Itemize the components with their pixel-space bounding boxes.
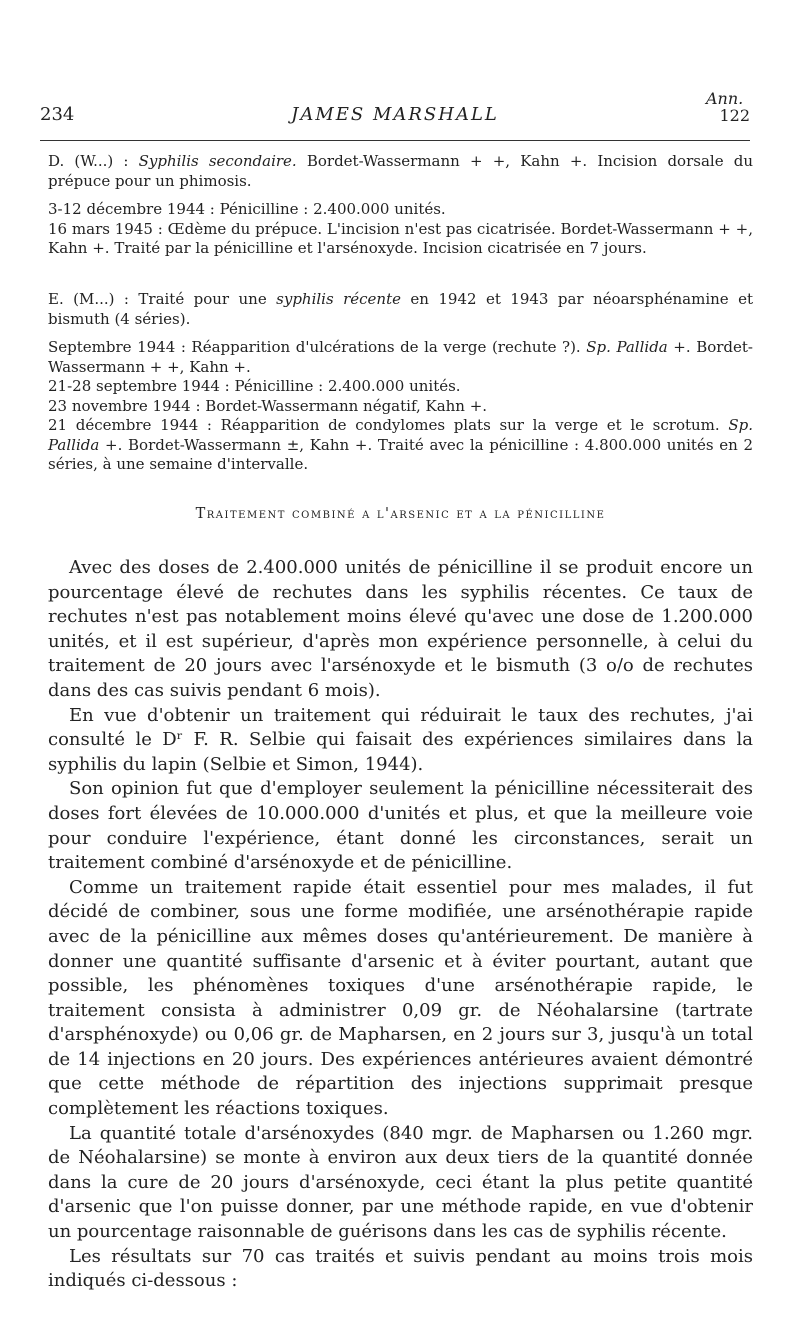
journal-abbreviation: Ann. [706,89,744,108]
paragraph: Avec des doses de 2.400.000 unités de pénicilline il se produit encore un pourcentage élevé de rechutes dans les syphilis récentes. Ce taux de rechutes n'est pas notablement moins élevé qu'avec une dose de 1.200.000 unités, et il est supérieur, d'après mon expérience personnelle, à celui du traitement de 20 jours avec l'arsénoxyde et le bismuth (3 o/o de rechutes dans des cas suivis pendant 6 mois). [48,557,753,701]
paragraph: Son opinion fut que d'employer seulement la pénicilline nécessiterait des doses fort élevées de 10.000.000 d'unités et plus, et que la meilleure voie pour conduire l'expérience, étant donné les circonstances, serait un traitement combiné d'arsénoxyde et de pénicilline. [48,778,753,874]
running-title: JAMES MARSHALL [291,104,499,125]
case-record-e [48,290,753,475]
case-line: Septembre 1944 : Réapparition d'ulcérations de la verge (rechute ?). Sp. Pallida +. Bordet-Wassermann + +, Kahn +. [48,338,753,376]
body-text [48,556,753,1294]
paragraph: En vue d'obtenir un traitement qui réduirait le taux des rechutes, j'ai consulté le Dʳ F. R. Selbie qui faisait des expériences similaires dans la syphilis du lapin (Selbie et Simon, 1944). [48,704,753,775]
page-header [40,104,750,130]
case-line: 3-12 décembre 1944 : Pénicilline : 2.400.000 unités. [48,200,446,218]
case-line: 16 mars 1945 : Œdème du prépuce. L'incision n'est pas cicatrisée. Bordet-Wassermann + +, Kahn +. Traité par la pénicilline et l'arsénoxyde. Incision cicatrisée en 7 jours. [48,219,753,257]
case-line: 21 décembre 1944 : Réapparition de condylomes plats sur la verge et le scrotum. Sp. Pallida +. Bordet-Wassermann ±, Kahn +. Traité avec la pénicilline : 4.800.000 unités en 2 séries, à une semaine d'intervalle. [48,416,753,473]
case-line: E. (M...) : Traité pour une syphilis récente en 1942 et 1943 par néoarsphénamine et bismuth (4 séries). [48,290,754,328]
case-record-d [48,152,753,268]
paragraph: Les résultats sur 70 cas traités et suivis pendant au moins trois mois indiqués ci-dessous : [48,1245,753,1292]
paragraph: Comme un traitement rapide était essentiel pour mes malades, il fut décidé de combiner, sous une forme modifiée, une arsénothérapie rapide avec de la pénicilline aux mêmes doses qu'antérieurement. De manière à donner une quantité suffisante d'arsenic et à éviter pourtant, autant que possible, les phénomènes toxiques d'une arsénothérapie rapide, le traitement consista à administrer 0,09 gr. de Néohalarsine (tartrate d'arsphénoxyde) ou 0,06 gr. de Mapharsen, en 2 jours sur 3, jusqu'à un total de 14 injections en 20 jours. Des expériences antérieures avaient démontré que cette méthode de répartition des injections supprimait presque complètement les réactions toxiques. [48,876,753,1120]
case-line: D. (W...) : Syphilis secondaire. Bordet-Wassermann + +, Kahn +. Incision dorsale du prépuce pour un phimosis. [48,152,753,190]
paragraph: La quantité totale d'arsénoxydes (840 mgr. de Mapharsen ou 1.260 mgr. de Néohalarsine) se monte à environ aux deux tiers de la quantité donnée dans la cure de 20 jours d'arsénoxyde, ceci étant la plus petite quantité d'arsenic que l'on puisse donner, par une méthode rapide, en vue d'obtenir un pourcentage raisonnable de guérisons dans les cas de syphilis récente. [48,1122,753,1243]
case-line: 21-28 septembre 1944 : Pénicilline : 2.400.000 unités. [48,377,461,395]
volume-number: 122 [719,106,750,125]
section-heading: Traitement combiné a l'arsenic et a la pénicilline [195,506,606,522]
case-line: 23 novembre 1944 : Bordet-Wassermann négatif, Kahn +. [48,396,488,415]
page-number: 234 [40,104,75,125]
header-rule [40,140,750,141]
